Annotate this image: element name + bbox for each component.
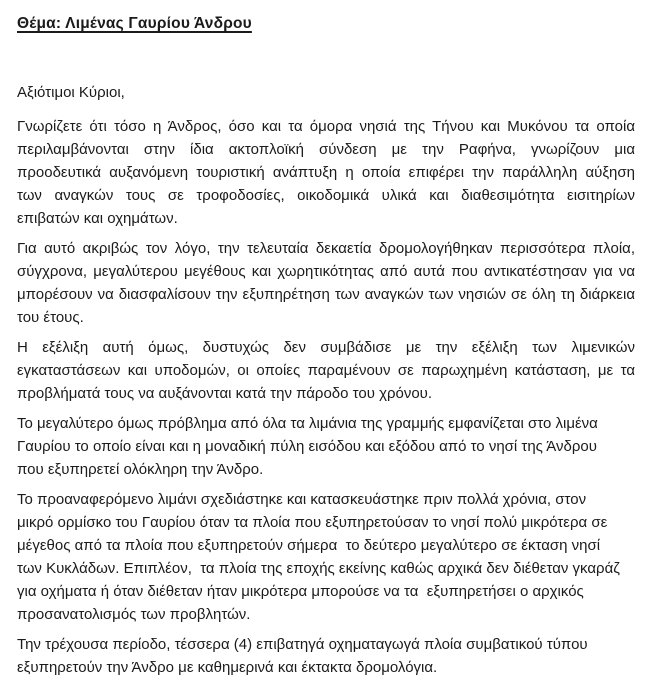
text-line: Για αυτό ακριβώς τον λόγο, την τελευταία δεκαετία δρομολογήθηκαν περισσότερα πλοία,: [17, 240, 635, 257]
text-line: προσανατολισμός των προβλητών.: [17, 606, 251, 623]
text-line: μικρό ορμίσκο του Γαυρίου όταν τα πλοία που εξυπηρετούσαν το νησί πολύ μικρότερα σε: [17, 514, 608, 531]
paragraph-1: [17, 115, 635, 230]
paragraph-3: [17, 336, 635, 405]
text-line: Την τρέχουσα περίοδο, τέσσερα (4) επιβατηγά οχηματαγωγά πλοία συμβατικού τύπου: [17, 636, 588, 653]
paragraph-5: [17, 488, 635, 626]
text-line: των αναγκών τους σε τροφοδοσίες, οικοδομικά υλικά και διαθεσιμότητα εισιτηρίων: [17, 187, 635, 204]
text-line: Το προαναφερόμενο λιμάνι σχεδιάστηκε και κατασκευάστηκε πριν πολλά χρόνια, στον: [17, 491, 587, 508]
text-line: περιλαμβάνονται στην ίδια ακτοπλοϊκή σύνδεση με την Ραφήνα, γνωρίζουν μια: [17, 141, 635, 158]
text-line: των Κυκλάδων. Επιπλέον, τα πλοία της εποχής εκείνης καθώς αρχικά δεν διέθεταν γκαράζ: [17, 560, 620, 577]
paragraph-6: [17, 633, 635, 679]
text-line: Γνωρίζετε ότι τόσο η Άνδρος, όσο και τα όμορα νησιά της Τήνου και Μυκόνου τα οποία: [17, 118, 635, 135]
text-line: προβλήματά τους να αυξάνονται κατά την πάροδο του χρόνου.: [17, 385, 433, 402]
subject-line: Θέμα: Λιμένας Γαυρίου Άνδρου: [17, 15, 252, 32]
text-line: που εξυπηρετεί ολόκληρη την Άνδρο.: [17, 461, 264, 478]
text-line: επιβατών και οχημάτων.: [17, 210, 178, 227]
salutation: Αξιότιμοι Κύριοι,: [17, 84, 125, 101]
text-line: Το μεγαλύτερο όμως πρόβλημα από όλα τα λιμάνια της γραμμής εμφανίζεται στο λιμένα: [17, 415, 598, 432]
text-line: Η εξέλιξη αυτή όμως, δυστυχώς δεν συμβάδισε με την εξέλιξη των λιμενικών: [17, 339, 635, 356]
text-line: μπορέσουν να διασφαλίσουν την εξυπηρέτηση των αναγκών των νησιών σε όλη τη διάρκεια: [17, 286, 635, 303]
text-line: Γαυρίου το οποίο είναι και η μοναδική πύλη εισόδου και εξόδου από το νησί της Άνδρου: [17, 438, 597, 455]
text-line: εξυπηρετούν την Άνδρο με καθημερινά και έκτακτα δρομολόγια.: [17, 659, 438, 676]
text-line: μέγεθος από τα πλοία που εξυπηρετούν σήμερα το δεύτερο μεγαλύτερο σε έκταση νησί: [17, 537, 601, 554]
text-line: εγκαταστάσεων και υποδομών, οι οποίες παραμένουν σε παρωχημένη κατάσταση, με τα: [17, 362, 635, 379]
text-line: για οχήματα ή όταν διέθεταν ήταν μικρότερα μπορούσε να τα εξυπηρετήσει ο αρχικός: [17, 583, 584, 600]
text-line: σύγχρονα, μεγαλύτερου μεγέθους και χωρητικότητας από αυτά που αντικατέστησαν για να: [17, 263, 635, 280]
paragraph-2: [17, 237, 635, 329]
paragraph-4: [17, 412, 635, 481]
text-line: προοδευτικά αυξανόμενη τουριστική ανάπτυξη η οποία επιφέρει την παράλληλη αύξηση: [17, 164, 635, 181]
text-line: του έτους.: [17, 309, 84, 326]
